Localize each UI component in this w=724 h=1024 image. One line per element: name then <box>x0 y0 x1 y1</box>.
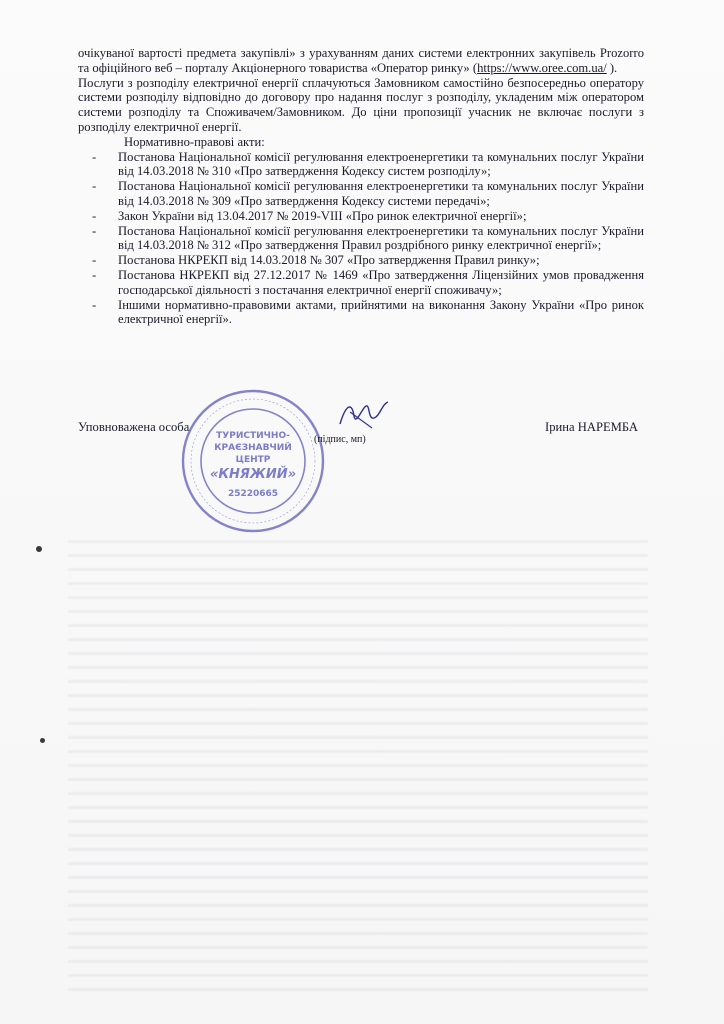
signature-row <box>78 414 644 454</box>
signature-note: (підпис, мп) <box>314 434 366 445</box>
act-item: - Постанова НКРЕКП від 14.03.2018 № 307 «Про затвердження Правил ринку»; <box>78 253 644 268</box>
bleed-through-text <box>68 540 648 1000</box>
paragraph-distribution: Послуги з розподілу електричної енергії сплачуються Замовником самостійно безпосередньо оператору системи розподілу відповідно до договору про надання послуг з розподілу, укладеним між оператором системи розподілу та Споживачем/Замовником. До ціни пропозиції учасник не включає послуги з розподілу електричної енергії. <box>78 75 644 134</box>
acts-heading: Нормативно-правові акти: <box>124 134 265 149</box>
punch-mark <box>36 546 42 552</box>
document-body <box>78 46 644 327</box>
signatory-role: Уповноважена особа <box>78 420 190 434</box>
stamp-code: 25220665 <box>227 489 279 499</box>
act-item: - Постанова Національної комісії регулювання електроенергетики та комунальних послуг України від 14.03.2018 № 312 «Про затвердження Правил роздрібного ринку електричної енергії»; <box>78 224 644 254</box>
acts-list <box>78 150 644 328</box>
punch-mark <box>40 738 45 743</box>
stamp-line: ТУРИСТИЧНО- <box>216 431 290 441</box>
act-item: - Іншими нормативно-правовими актами, прийнятими на виконання Закону України «Про ринок електричної енергії». <box>78 298 644 328</box>
act-item: - Постанова Національної комісії регулювання електроенергетики та комунальних послуг України від 14.03.2018 № 309 «Про затвердження Кодексу системи передачі»; <box>78 179 644 209</box>
stamp-line: КРАЄЗНАВЧИЙ <box>214 443 292 453</box>
stamp-line: «КНЯЖИЙ» <box>209 467 297 482</box>
act-item: - Закон України від 13.04.2017 № 2019-VIII «Про ринок електричної енергії»; <box>78 209 644 224</box>
paragraph-price: очікуваної вартості предмета закупівлі» з урахуванням даних системи електронних закупівель Prozorro та офіційного веб – порталу Акціонерного товариства «Оператор ринку» (https://www.oree.com.ua/ ). <box>78 46 644 75</box>
act-item: - Постанова НКРЕКП від 27.12.2017 № 1469 «Про затвердження Ліцензійних умов провадження господарської діяльності з постачання електричної енергії споживачу»; <box>78 268 644 298</box>
stamp-line: ЦЕНТР <box>235 455 271 465</box>
act-item: - Постанова Національної комісії регулювання електроенергетики та комунальних послуг України від 14.03.2018 № 310 «Про затвердження Кодексу систем розподілу»; <box>78 150 644 180</box>
oree-link[interactable]: https://www.oree.com.ua/ <box>477 60 607 75</box>
signatory-name: Ірина НАРЕМБА <box>545 420 638 434</box>
round-stamp <box>178 386 328 536</box>
